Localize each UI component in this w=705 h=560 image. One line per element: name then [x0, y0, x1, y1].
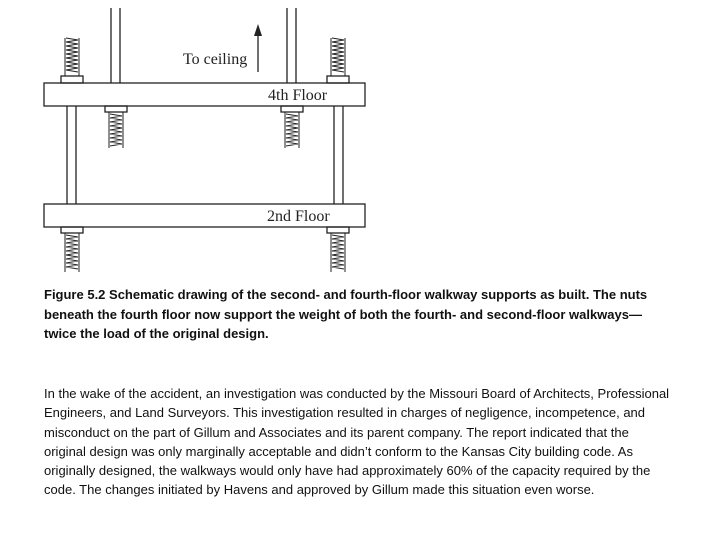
thread-top-left [66, 38, 78, 72]
thread-under-fourth-center [286, 114, 298, 146]
nut-under-fourth-left [105, 106, 127, 112]
nut-top-left [61, 76, 83, 83]
thread-top-right [332, 38, 344, 72]
nut-under-second-right [327, 227, 349, 233]
nut-under-second-left [61, 227, 83, 233]
ceiling-arrow [254, 24, 262, 72]
body-paragraph: In the wake of the accident, an investigation was conducted by the Missouri Board of Architects, Professional Engineers, and Land Surveyors. This investigation resulted in charges of negligence, incompetence, and misconduct on the part of Gillum and Associates and its parent company. The report indicated that the original design was only marginally acceptable and didn’t conform to the Kansas City building code. As originally designed, the walkways would only have had approximately 60% of the capacity required by the code. The changes initiated by Havens and approved by Gillum made this situation even worse. [44, 386, 670, 498]
thread-under-fourth-left [110, 114, 122, 146]
ceiling-rod-right [287, 8, 296, 83]
thread-under-second-right [332, 235, 344, 269]
lower-rod-left [67, 106, 76, 204]
thread-under-second-left [66, 235, 78, 269]
nut-top-right [327, 76, 349, 83]
lower-rod-right [334, 106, 343, 204]
figure-caption: Figure 5.2 Schematic drawing of the second- and fourth-floor walkway supports as built. The nuts beneath the fourth floor now support the weight of both the fourth- and second-floor walkways—twice the load of the original design. [44, 287, 648, 341]
second-floor-label: 2nd Floor [267, 208, 330, 225]
nut-under-fourth-center [281, 106, 303, 112]
ceiling-rod-left [111, 8, 120, 83]
fourth-floor-label: 4th Floor [268, 87, 328, 104]
ceiling-label: To ceiling [183, 51, 248, 68]
